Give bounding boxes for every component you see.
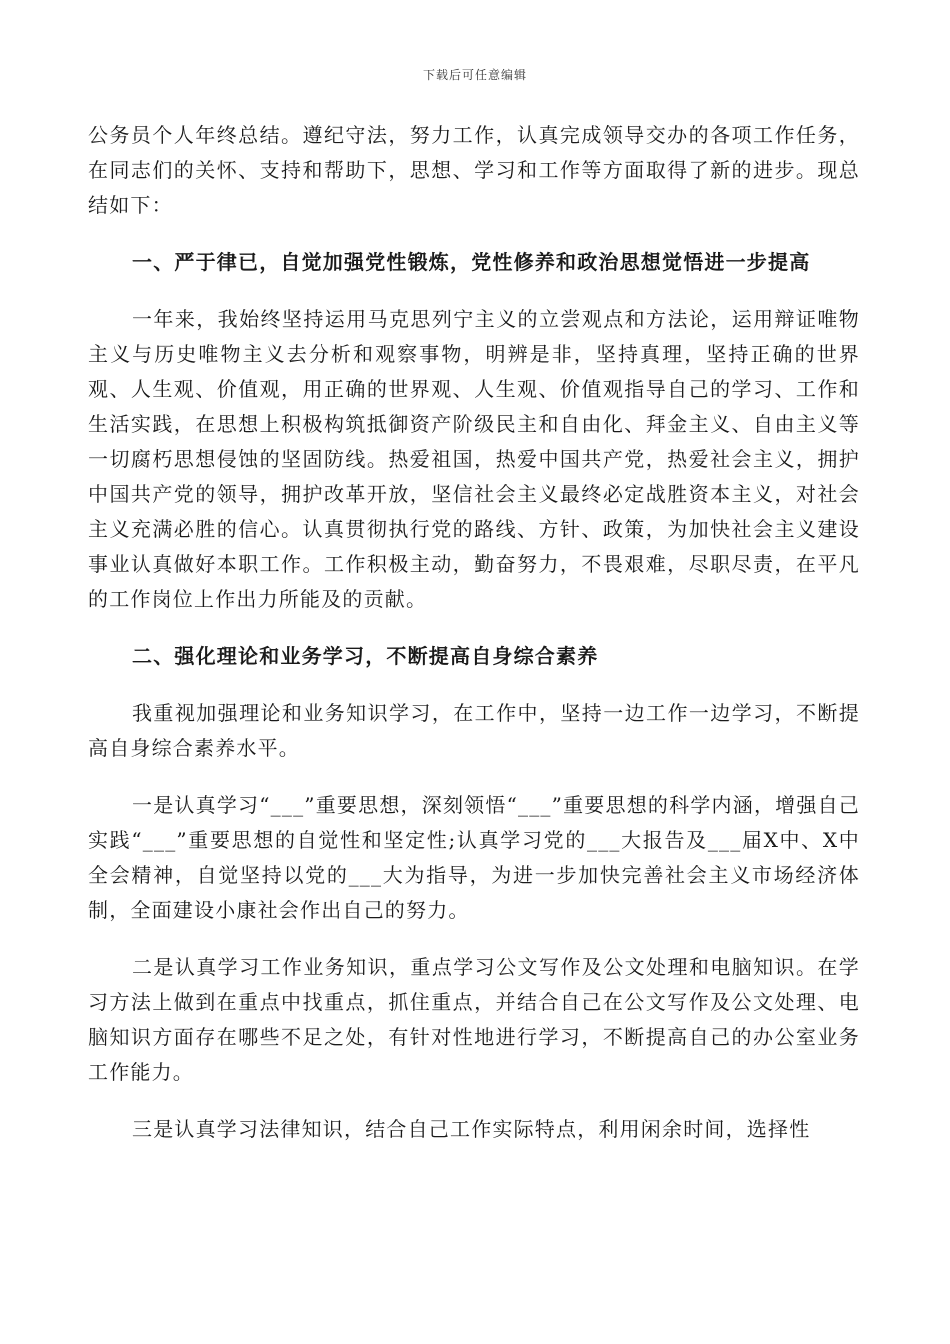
section1-heading: 一、严于律已，自觉加强党性锻炼，党性修养和政治思想觉悟进一步提高 xyxy=(132,250,811,274)
section2-heading: 二、强化理论和业务学习，不断提高自身综合素养 xyxy=(132,644,599,668)
header-note: 下载后可任意编辑 xyxy=(422,68,527,82)
section2-paragraph-3: 二是认真学习工作业务知识，重点学习公文写作及公文处理和电脑知识。在学习方法上做到在重点中找重点，抓住重点，并结合自己在公文写作及公文处理、电脑知识方面存在哪些不足之处，有针对性地进行学习，不断提高自己的办公室业务工作能力。 xyxy=(88,955,860,1084)
section1-paragraph: 一年来，我始终坚持运用马克思列宁主义的立尝观点和方法论，运用辩证唯物主义与历史唯物主义去分析和观察事物，明辨是非，坚持真理，坚持正确的世界观、人生观、价值观，用正确的世界观、人生观、价值观指导自己的学习、工作和生活实践，在思想上积极构筑抵御资产阶级民主和自由化、拜金主义、自由主义等一切腐朽思想侵蚀的坚固防线。热爱祖国，热爱中国共产党，热爱社会主义，拥护中国共产党的领导，拥护改革开放，坚信社会主义最终必定战胜资本主义，对社会主义充满必胜的信心。认真贯彻执行党的路线、方针、政策，为加快社会主义建设事业认真做好本职工作。工作积极主动，勤奋努力，不畏艰难，尽职尽责，在平凡的工作岗位上作出力所能及的贡献。 xyxy=(88,307,860,611)
section2-paragraph-4: 三是认真学习法律知识，结合自己工作实际特点，利用闲余时间，选择性 xyxy=(132,1117,811,1141)
intro-paragraph: 公务员个人年终总结。遵纪守法，努力工作，认真完成领导交办的各项工作任务，在同志们的关怀、支持和帮助下，思想、学习和工作等方面取得了新的进步。现总结如下： xyxy=(88,123,860,217)
section2-paragraph-2: 一是认真学习“___”重要思想，深刻领悟“___”重要思想的科学内涵，增强自己实践“___”重要思想的自觉性和坚定性;认真学习党的___大报告及___届X中、X中全会精神，自觉坚持以党的___大为指导，为进一步加快完善社会主义市场经济体制，全面建设小康社会作出自己的努力。 xyxy=(88,793,860,922)
section2-paragraph-1: 我重视加强理论和业务知识学习，在工作中，坚持一边工作一边学习，不断提高自身综合素养水平。 xyxy=(88,701,860,760)
document-body xyxy=(88,118,860,1147)
